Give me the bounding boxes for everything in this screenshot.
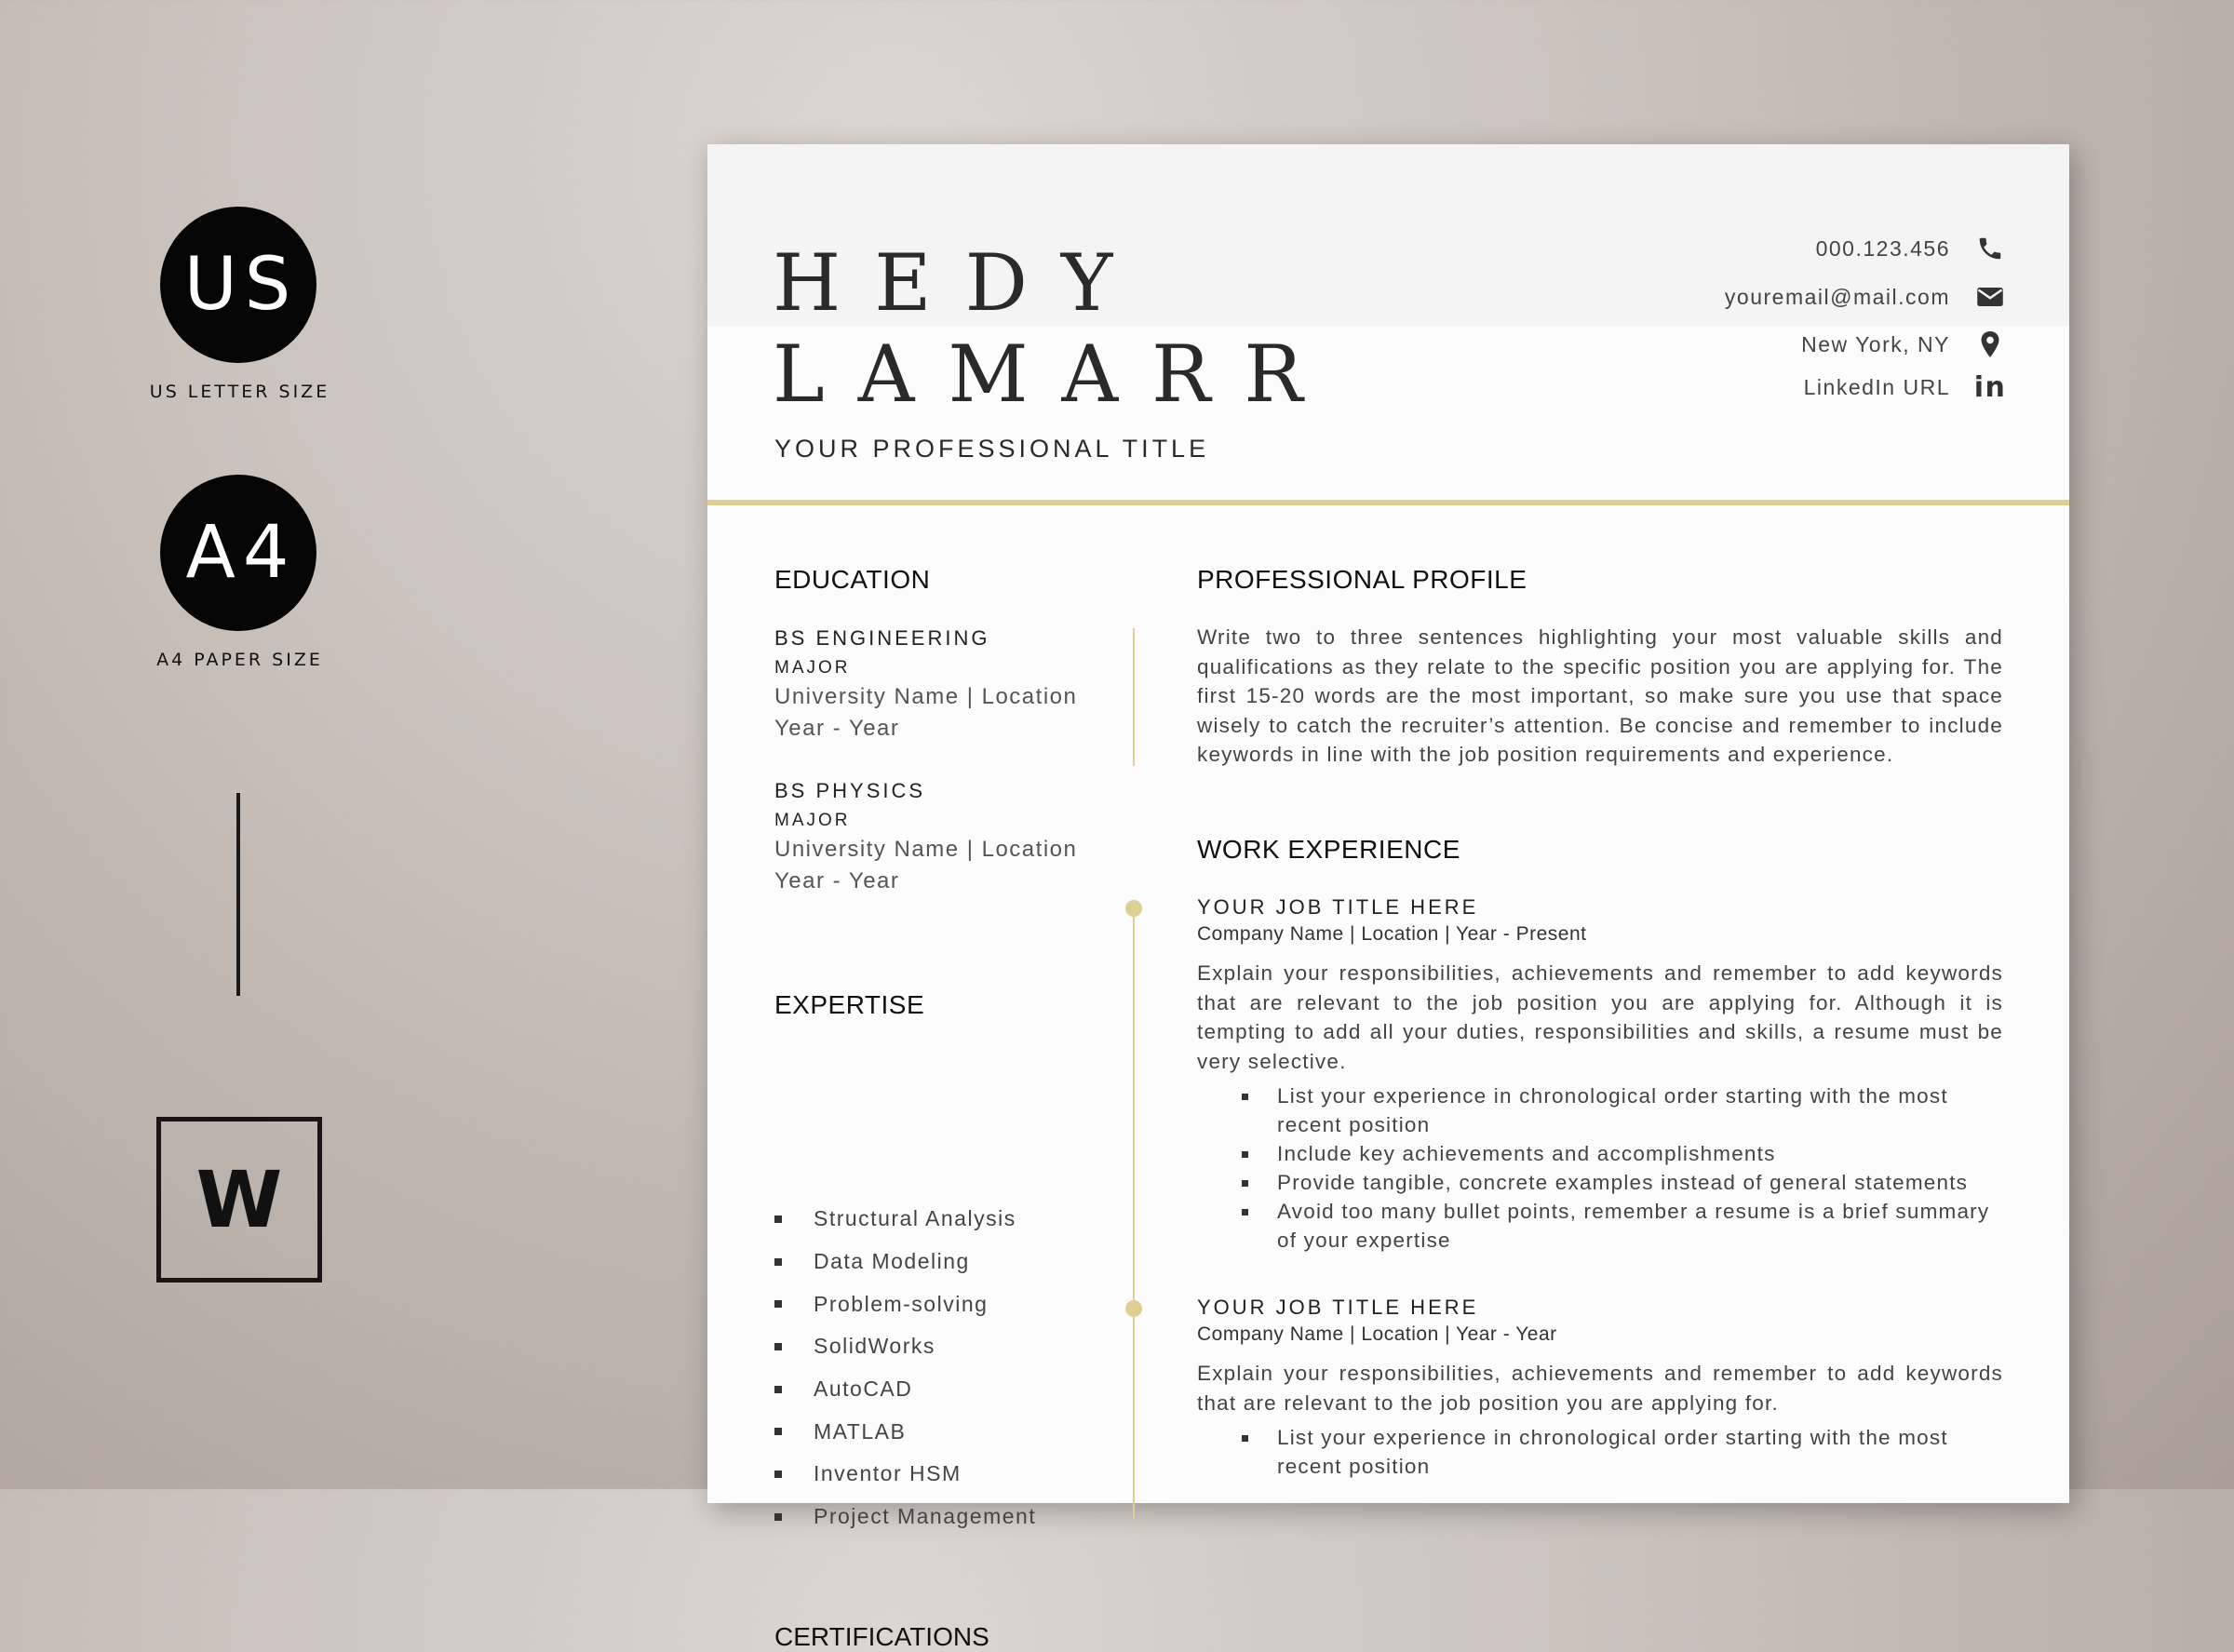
list-item: List your experience in chronological order starting with the most recent position <box>1277 1081 2003 1139</box>
education-heading: EDUCATION <box>774 565 931 594</box>
a4-paper-caption: A4 PAPER SIZE <box>156 650 323 670</box>
skill-label: AutoCAD <box>814 1377 913 1402</box>
timeline-dot <box>1125 900 1142 917</box>
list-item: List your experience in chronological order starting with the most recent position <box>1277 1423 2003 1481</box>
list-item <box>774 1496 1036 1538</box>
expertise-heading: EXPERTISE <box>774 990 925 1019</box>
list-item <box>774 1368 1036 1411</box>
profile-heading: PROFESSIONAL PROFILE <box>1197 565 1527 594</box>
us-badge-label: US <box>183 243 299 327</box>
list-item <box>774 1453 1036 1496</box>
timeline-dot <box>1125 1300 1142 1317</box>
a4-badge-label: A4 <box>185 511 297 595</box>
contact-phone-text: 000.123.456 <box>1815 235 1950 261</box>
header-accent-rule <box>707 500 2069 505</box>
education-item <box>774 626 1110 742</box>
skill-label: MATLAB <box>814 1418 907 1444</box>
job-company: Company Name | Location | Year - Year <box>1197 1323 1557 1345</box>
skill-label: Structural Analysis <box>814 1206 1016 1231</box>
profile-text: Write two to three sentences highlighting your most valuable skills and qualifications as they relate to the specific position you are applying for. The first 15-20 words are the most important, so make sure you use that space wisely to catch the recruiter’s attention. Be concise and remember to include keywords in line with the job position requirements and experience. <box>1197 625 2003 766</box>
professional-title: YOUR PROFESSIONAL TITLE <box>774 435 1210 463</box>
list-item: Avoid too many bullet points, remember a resume is a brief summary of your expertise <box>1277 1197 2003 1255</box>
list-item <box>774 1283 1036 1325</box>
edu-major: MAJOR <box>774 811 851 830</box>
education-item <box>774 779 1110 894</box>
skill-label: SolidWorks <box>814 1334 935 1359</box>
first-name: HEDY <box>773 237 1147 329</box>
edu-school: University Name | Location <box>774 837 1078 862</box>
skill-label: Problem-solving <box>814 1291 989 1316</box>
list-item <box>774 1410 1036 1453</box>
job-description: Explain your responsibilities, achievements and remember to add keywords that are relevant to the job position you are applying for. <box>1197 1362 2003 1415</box>
us-letter-badge <box>160 207 316 363</box>
edu-degree: BS ENGINEERING <box>774 626 990 650</box>
last-name: LAMARR <box>773 329 1337 420</box>
edu-school: University Name | Location <box>774 684 1078 709</box>
contact-location <box>1801 329 2006 360</box>
resume-page <box>707 144 2069 1651</box>
job-entry <box>1197 895 2003 1255</box>
job-title: YOUR JOB TITLE HERE <box>1197 1296 1479 1319</box>
job-bullets <box>1197 1423 2003 1481</box>
contact-location-text: New York, NY <box>1801 331 1950 356</box>
work-heading: WORK EXPERIENCE <box>1197 835 1460 864</box>
location-pin-icon <box>1974 329 2006 360</box>
certifications-heading: CERTIFICATIONS <box>774 1622 989 1651</box>
edu-years: Year - Year <box>774 868 900 893</box>
skill-label: Inventor HSM <box>814 1461 962 1486</box>
list-item <box>774 1198 1036 1241</box>
contact-phone <box>1816 233 2006 264</box>
badge-divider <box>236 793 240 996</box>
list-item: Provide tangible, concrete examples instead of general statements <box>1277 1168 2003 1197</box>
contact-linkedin <box>1804 371 2006 403</box>
job-bullets <box>1197 1081 2003 1255</box>
job-entry <box>1197 1296 2003 1481</box>
email-icon <box>1974 281 2006 313</box>
expertise-list <box>774 1198 1036 1538</box>
edu-years: Year - Year <box>774 716 900 741</box>
edu-degree: BS PHYSICS <box>774 779 926 802</box>
phone-icon <box>1974 233 2006 264</box>
word-icon-label: W <box>195 1154 283 1245</box>
list-item <box>774 1241 1036 1283</box>
job-company: Company Name | Location | Year - Present <box>1197 923 1587 945</box>
profile-divider-line <box>1133 628 1135 766</box>
skill-label: Project Management <box>814 1504 1037 1529</box>
list-item <box>774 1325 1036 1368</box>
list-item: Include key achievements and accomplishments <box>1277 1139 2003 1168</box>
us-letter-caption: US LETTER SIZE <box>149 382 330 402</box>
a4-paper-badge <box>160 475 316 631</box>
linkedin-icon: in <box>1973 370 2007 404</box>
edu-major: MAJOR <box>774 658 851 678</box>
job-description: Explain your responsibilities, achievements and remember to add keywords that are relevant to the job position you are applying for. Although it is tempting to add all your duties, responsibilities and skills, a resume must be very selective. <box>1197 961 2003 1073</box>
work-timeline-line <box>1133 906 1135 1520</box>
word-format-icon <box>156 1117 322 1283</box>
contact-email <box>1725 281 2006 313</box>
job-title: YOUR JOB TITLE HERE <box>1197 895 1479 919</box>
contact-email-text: youremail@mail.com <box>1724 284 1950 309</box>
skill-label: Data Modeling <box>814 1249 970 1274</box>
contact-linkedin-text: LinkedIn URL <box>1803 374 1950 399</box>
